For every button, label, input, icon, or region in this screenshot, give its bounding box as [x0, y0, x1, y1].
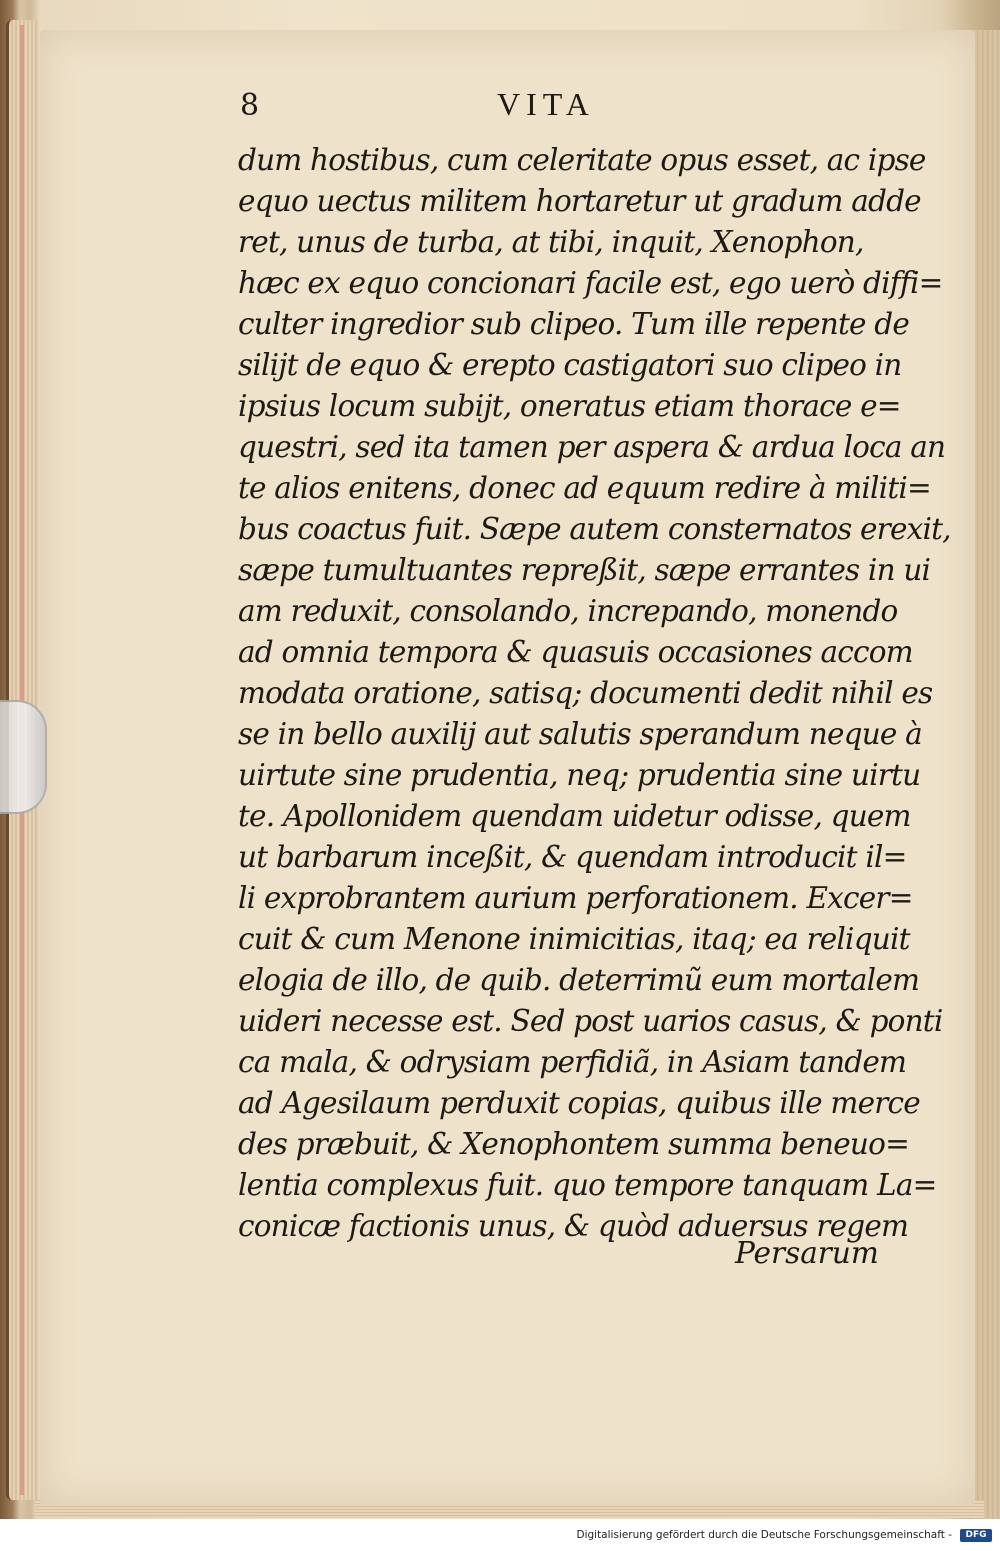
page-clip [0, 700, 47, 814]
text-line: ca mala, & odrysiam perfidiã, in Asiam tandem [238, 1045, 907, 1079]
text-line: elogia de illo, de quib. deterrimũ eum mortalem [238, 963, 920, 997]
text-line: ret, unus de turba, at tibi, inquit, Xenophon, [238, 225, 864, 259]
catchword: Persarum [735, 1236, 879, 1270]
text-line: ipsius locum subijt, oneratus etiam thorace e= [238, 389, 901, 423]
text-line: hæc ex equo concionari facile est, ego uerò diffi= [238, 266, 943, 300]
text-line: cuit & cum Menone inimicitias, itaq; ea reliquit [238, 922, 910, 956]
dfg-logo: DFG [960, 1529, 992, 1542]
text-line: bus coactus fuit. Sæpe autem consternatos erexit, [238, 512, 951, 546]
text-line: silijt de equo & erepto castigatori suo clipeo in [238, 348, 902, 382]
text-line: te alios enitens, donec ad equum redire à militi= [238, 471, 931, 505]
running-head: VITA [497, 86, 595, 122]
text-line: sæpe tumultuantes repreßit, sæpe errantes in ui [238, 553, 931, 587]
book-edge-right [974, 30, 1000, 1520]
page-number: 8 [240, 88, 260, 123]
text-line: li exprobrantem aurium perforationem. Excer= [238, 881, 913, 915]
text-line: equo uectus militem hortaretur ut gradum adde [238, 184, 921, 218]
text-line: uideri necesse est. Sed post uarios casus, & ponti [238, 1004, 943, 1038]
footer-bar [0, 1519, 1000, 1551]
text-line: te. Apollonidem quendam uidetur odisse, quem [238, 799, 911, 833]
text-line: culter ingredior sub clipeo. Tum ille repente de [238, 307, 910, 341]
text-line: ad omnia tempora & quasuis occasiones accom [238, 635, 913, 669]
text-block [238, 140, 951, 1247]
text-line: se in bello auxilij aut salutis sperandum neque à [238, 717, 922, 751]
text-line: modata oratione, satisq; documenti dedit nihil es [238, 676, 933, 710]
text-line: uirtute sine prudentia, neq; prudentia sine uirtu [238, 758, 921, 792]
text-line: am reduxit, consolando, increpando, monendo [238, 594, 898, 628]
text-line: dum hostibus, cum celeritate opus esset, ac ipse [238, 143, 926, 177]
text-line: lentia complexus fuit. quo tempore tanquam La= [238, 1168, 937, 1202]
footer-credit: Digitalisierung gefördert durch die Deutsche Forschungsgemeinschaft - [576, 1529, 952, 1541]
text-line: ut barbarum inceßit, & quendam introducit il= [238, 840, 907, 874]
text-line: des præbuit, & Xenophontem summa beneuo= [238, 1127, 909, 1161]
text-line: ad Agesilaum perduxit copias, quibus ille merce [238, 1086, 920, 1120]
text-line: questri, sed ita tamen per aspera & ardua loca an [238, 430, 946, 464]
text-line: conicæ factionis unus, & quòd aduersus regem [238, 1209, 909, 1243]
